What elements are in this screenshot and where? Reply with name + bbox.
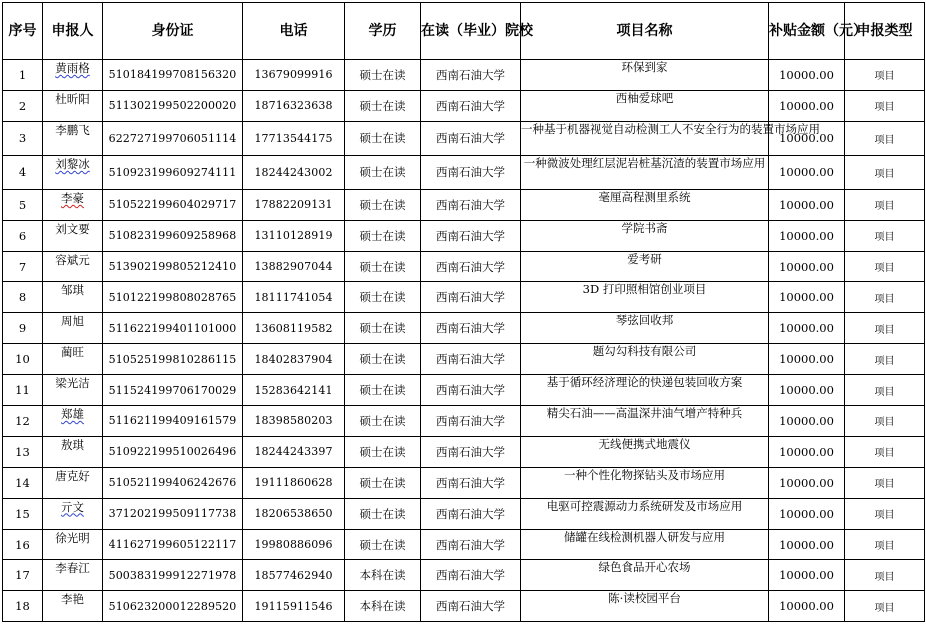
cell-applicant (43, 189, 103, 220)
applicant-name: 郑雄 (61, 407, 84, 422)
cell-applicant (43, 498, 103, 529)
cell-school: 西南石油大学 (421, 282, 521, 313)
cell-subsidy: 10000.00 (769, 498, 845, 529)
cell-subsidy: 10000.00 (769, 121, 845, 155)
cell-type: 项目 (845, 121, 925, 155)
cell-project: 3D 打印照相馆创业项目 (521, 282, 769, 313)
cell-type: 项目 (845, 220, 925, 251)
cell-project: 无线便携式地震仪 (521, 436, 769, 467)
table-row (3, 90, 925, 121)
cell-school: 西南石油大学 (421, 155, 521, 189)
cell-phone: 18398580203 (243, 406, 345, 437)
cell-subsidy: 10000.00 (769, 591, 845, 622)
cell-education: 硕士在读 (345, 90, 421, 121)
cell-school: 西南石油大学 (421, 591, 521, 622)
cell-project: 爱考研 (521, 251, 769, 282)
cell-seq: 1 (3, 60, 43, 91)
cell-project: 储罐在线检测机器人研发与应用 (521, 529, 769, 560)
cell-applicant: 蔺旺 (43, 344, 103, 375)
header-school: 在读（毕业）院校 (421, 3, 521, 60)
header-id-card: 身份证 (103, 3, 243, 60)
cell-education: 硕士在读 (345, 344, 421, 375)
cell-type: 项目 (845, 60, 925, 91)
cell-education: 硕士在读 (345, 251, 421, 282)
cell-phone: 19980886096 (243, 529, 345, 560)
cell-subsidy: 10000.00 (769, 189, 845, 220)
cell-school: 西南石油大学 (421, 90, 521, 121)
cell-applicant: 李春江 (43, 560, 103, 591)
cell-id-card: 511622199401101000 (103, 313, 243, 344)
table-row (3, 467, 925, 498)
table-row (3, 375, 925, 406)
cell-type: 项目 (845, 282, 925, 313)
header-seq: 序号 (3, 3, 43, 60)
cell-school: 西南石油大学 (421, 467, 521, 498)
header-row (3, 3, 925, 60)
cell-applicant (43, 155, 103, 189)
cell-education: 硕士在读 (345, 60, 421, 91)
cell-type: 项目 (845, 155, 925, 189)
applicant-name: 李豪 (61, 190, 84, 205)
table-row (3, 282, 925, 313)
cell-phone: 18111741054 (243, 282, 345, 313)
applicant-name: 刘黎冰 (55, 156, 90, 171)
cell-school: 西南石油大学 (421, 560, 521, 591)
cell-phone: 17882209131 (243, 189, 345, 220)
cell-subsidy: 10000.00 (769, 344, 845, 375)
cell-seq: 13 (3, 436, 43, 467)
header-phone: 电话 (243, 3, 345, 60)
cell-id-card: 500383199912271978 (103, 560, 243, 591)
cell-school: 西南石油大学 (421, 406, 521, 437)
table-row (3, 529, 925, 560)
cell-phone: 15283642141 (243, 375, 345, 406)
cell-seq: 11 (3, 375, 43, 406)
cell-subsidy: 10000.00 (769, 90, 845, 121)
cell-type: 项目 (845, 560, 925, 591)
cell-id-card: 622727199706051114 (103, 121, 243, 155)
cell-subsidy: 10000.00 (769, 155, 845, 189)
cell-phone: 13882907044 (243, 251, 345, 282)
cell-subsidy: 10000.00 (769, 375, 845, 406)
cell-subsidy: 10000.00 (769, 529, 845, 560)
cell-education: 硕士在读 (345, 406, 421, 437)
cell-seq: 14 (3, 467, 43, 498)
cell-subsidy: 10000.00 (769, 251, 845, 282)
cell-seq: 6 (3, 220, 43, 251)
cell-project: 西柚爱球吧 (521, 90, 769, 121)
cell-type: 项目 (845, 529, 925, 560)
cell-type: 项目 (845, 467, 925, 498)
cell-seq: 7 (3, 251, 43, 282)
cell-id-card: 511524199706170029 (103, 375, 243, 406)
table-row (3, 560, 925, 591)
cell-phone: 19111860628 (243, 467, 345, 498)
cell-education: 本科在读 (345, 591, 421, 622)
cell-project: 一种微波处理红层泥岩桩基沉渣的装置市场应用 (521, 155, 769, 189)
table-row (3, 591, 925, 622)
cell-education: 硕士在读 (345, 189, 421, 220)
cell-type: 项目 (845, 251, 925, 282)
cell-school: 西南石油大学 (421, 60, 521, 91)
cell-applicant: 梁光洁 (43, 375, 103, 406)
cell-project: 环保到家 (521, 60, 769, 91)
applicant-name: 黄雨格 (55, 61, 90, 75)
cell-education: 硕士在读 (345, 121, 421, 155)
cell-education: 硕士在读 (345, 498, 421, 529)
cell-type: 项目 (845, 498, 925, 529)
cell-type: 项目 (845, 591, 925, 622)
cell-applicant: 李鹏飞 (43, 121, 103, 155)
cell-subsidy: 10000.00 (769, 436, 845, 467)
cell-applicant: 李艳 (43, 591, 103, 622)
header-education: 学历 (345, 3, 421, 60)
cell-id-card: 511621199409161579 (103, 406, 243, 437)
cell-school: 西南石油大学 (421, 498, 521, 529)
cell-school: 西南石油大学 (421, 529, 521, 560)
cell-id-card: 510922199510026496 (103, 436, 243, 467)
table-row (3, 220, 925, 251)
cell-subsidy: 10000.00 (769, 60, 845, 91)
cell-type: 项目 (845, 406, 925, 437)
cell-type: 项目 (845, 344, 925, 375)
table-row (3, 189, 925, 220)
cell-applicant: 杜昕阳 (43, 90, 103, 121)
cell-seq: 12 (3, 406, 43, 437)
table-row (3, 313, 925, 344)
cell-phone: 17713544175 (243, 121, 345, 155)
cell-phone: 18402837904 (243, 344, 345, 375)
cell-applicant: 敖琪 (43, 436, 103, 467)
cell-applicant: 周旭 (43, 313, 103, 344)
cell-seq: 16 (3, 529, 43, 560)
header-type: 申报类型 (845, 3, 925, 60)
cell-phone: 19115911546 (243, 591, 345, 622)
cell-seq: 5 (3, 189, 43, 220)
cell-subsidy: 10000.00 (769, 406, 845, 437)
cell-seq: 15 (3, 498, 43, 529)
cell-education: 硕士在读 (345, 313, 421, 344)
table-row (3, 498, 925, 529)
table-row (3, 344, 925, 375)
cell-seq: 18 (3, 591, 43, 622)
cell-type: 项目 (845, 189, 925, 220)
header-project: 项目名称 (521, 3, 769, 60)
cell-type: 项目 (845, 375, 925, 406)
cell-project: 陈·读校园平台 (521, 591, 769, 622)
cell-applicant (43, 60, 103, 91)
cell-id-card: 510184199708156320 (103, 60, 243, 91)
cell-id-card: 411627199605122117 (103, 529, 243, 560)
table-row (3, 406, 925, 437)
cell-seq: 8 (3, 282, 43, 313)
cell-subsidy: 10000.00 (769, 313, 845, 344)
table-row (3, 60, 925, 91)
cell-applicant: 容斌元 (43, 251, 103, 282)
cell-id-card: 510122199808028765 (103, 282, 243, 313)
cell-education: 硕士在读 (345, 436, 421, 467)
cell-project: 琴弦回收邦 (521, 313, 769, 344)
cell-id-card: 510923199609274111 (103, 155, 243, 189)
cell-id-card: 510623200012289520 (103, 591, 243, 622)
cell-phone: 18244243002 (243, 155, 345, 189)
cell-seq: 9 (3, 313, 43, 344)
cell-school: 西南石油大学 (421, 313, 521, 344)
cell-applicant (43, 406, 103, 437)
cell-education: 硕士在读 (345, 282, 421, 313)
cell-phone: 18244243397 (243, 436, 345, 467)
cell-applicant: 邹琪 (43, 282, 103, 313)
cell-school: 西南石油大学 (421, 189, 521, 220)
cell-school: 西南石油大学 (421, 344, 521, 375)
cell-phone: 13679099916 (243, 60, 345, 91)
cell-phone: 18716323638 (243, 90, 345, 121)
cell-education: 本科在读 (345, 560, 421, 591)
cell-education: 硕士在读 (345, 220, 421, 251)
cell-applicant: 徐光明 (43, 529, 103, 560)
cell-seq: 10 (3, 344, 43, 375)
cell-project: 绿色食品开心农场 (521, 560, 769, 591)
cell-project: 精尖石油——高温深井油气增产特种兵 (521, 406, 769, 437)
cell-id-card: 513902199805212410 (103, 251, 243, 282)
cell-subsidy: 10000.00 (769, 467, 845, 498)
table-row (3, 155, 925, 189)
cell-phone: 13110128919 (243, 220, 345, 251)
cell-id-card: 371202199509117738 (103, 498, 243, 529)
cell-phone: 13608119582 (243, 313, 345, 344)
cell-subsidy: 10000.00 (769, 220, 845, 251)
cell-type: 项目 (845, 313, 925, 344)
cell-seq: 4 (3, 155, 43, 189)
cell-id-card: 510823199609258968 (103, 220, 243, 251)
cell-education: 硕士在读 (345, 467, 421, 498)
cell-subsidy: 10000.00 (769, 282, 845, 313)
cell-phone: 18577462940 (243, 560, 345, 591)
cell-project: 一种基于机器视觉自动检测工人不安全行为的装置市场应用 (521, 121, 769, 155)
applicant-name: 亓文 (61, 499, 84, 514)
header-subsidy: 补贴金额（元） (769, 3, 845, 60)
applicant-table (2, 2, 925, 622)
cell-project: 电驱可控震源动力系统研发及市场应用 (521, 498, 769, 529)
cell-applicant: 刘文要 (43, 220, 103, 251)
cell-project: 题勾勾科技有限公司 (521, 344, 769, 375)
cell-education: 硕士在读 (345, 529, 421, 560)
cell-education: 硕士在读 (345, 155, 421, 189)
cell-seq: 3 (3, 121, 43, 155)
cell-seq: 2 (3, 90, 43, 121)
cell-id-card: 510522199604029717 (103, 189, 243, 220)
cell-project: 基于循环经济理论的快递包装回收方案 (521, 375, 769, 406)
cell-applicant: 唐克好 (43, 467, 103, 498)
cell-phone: 18206538650 (243, 498, 345, 529)
cell-school: 西南石油大学 (421, 251, 521, 282)
cell-project: 一种个性化物探钻头及市场应用 (521, 467, 769, 498)
cell-subsidy: 10000.00 (769, 560, 845, 591)
cell-school: 西南石油大学 (421, 121, 521, 155)
cell-education: 硕士在读 (345, 375, 421, 406)
header-applicant: 申报人 (43, 3, 103, 60)
cell-project: 毫厘高程测里系统 (521, 189, 769, 220)
cell-id-card: 510521199406242676 (103, 467, 243, 498)
cell-id-card: 510525199810286115 (103, 344, 243, 375)
cell-seq: 17 (3, 560, 43, 591)
cell-project: 学院书斋 (521, 220, 769, 251)
table-row (3, 121, 925, 155)
table-row (3, 251, 925, 282)
cell-school: 西南石油大学 (421, 220, 521, 251)
cell-type: 项目 (845, 436, 925, 467)
cell-id-card: 511302199502200020 (103, 90, 243, 121)
cell-type: 项目 (845, 90, 925, 121)
cell-school: 西南石油大学 (421, 375, 521, 406)
cell-school: 西南石油大学 (421, 436, 521, 467)
table-row (3, 436, 925, 467)
